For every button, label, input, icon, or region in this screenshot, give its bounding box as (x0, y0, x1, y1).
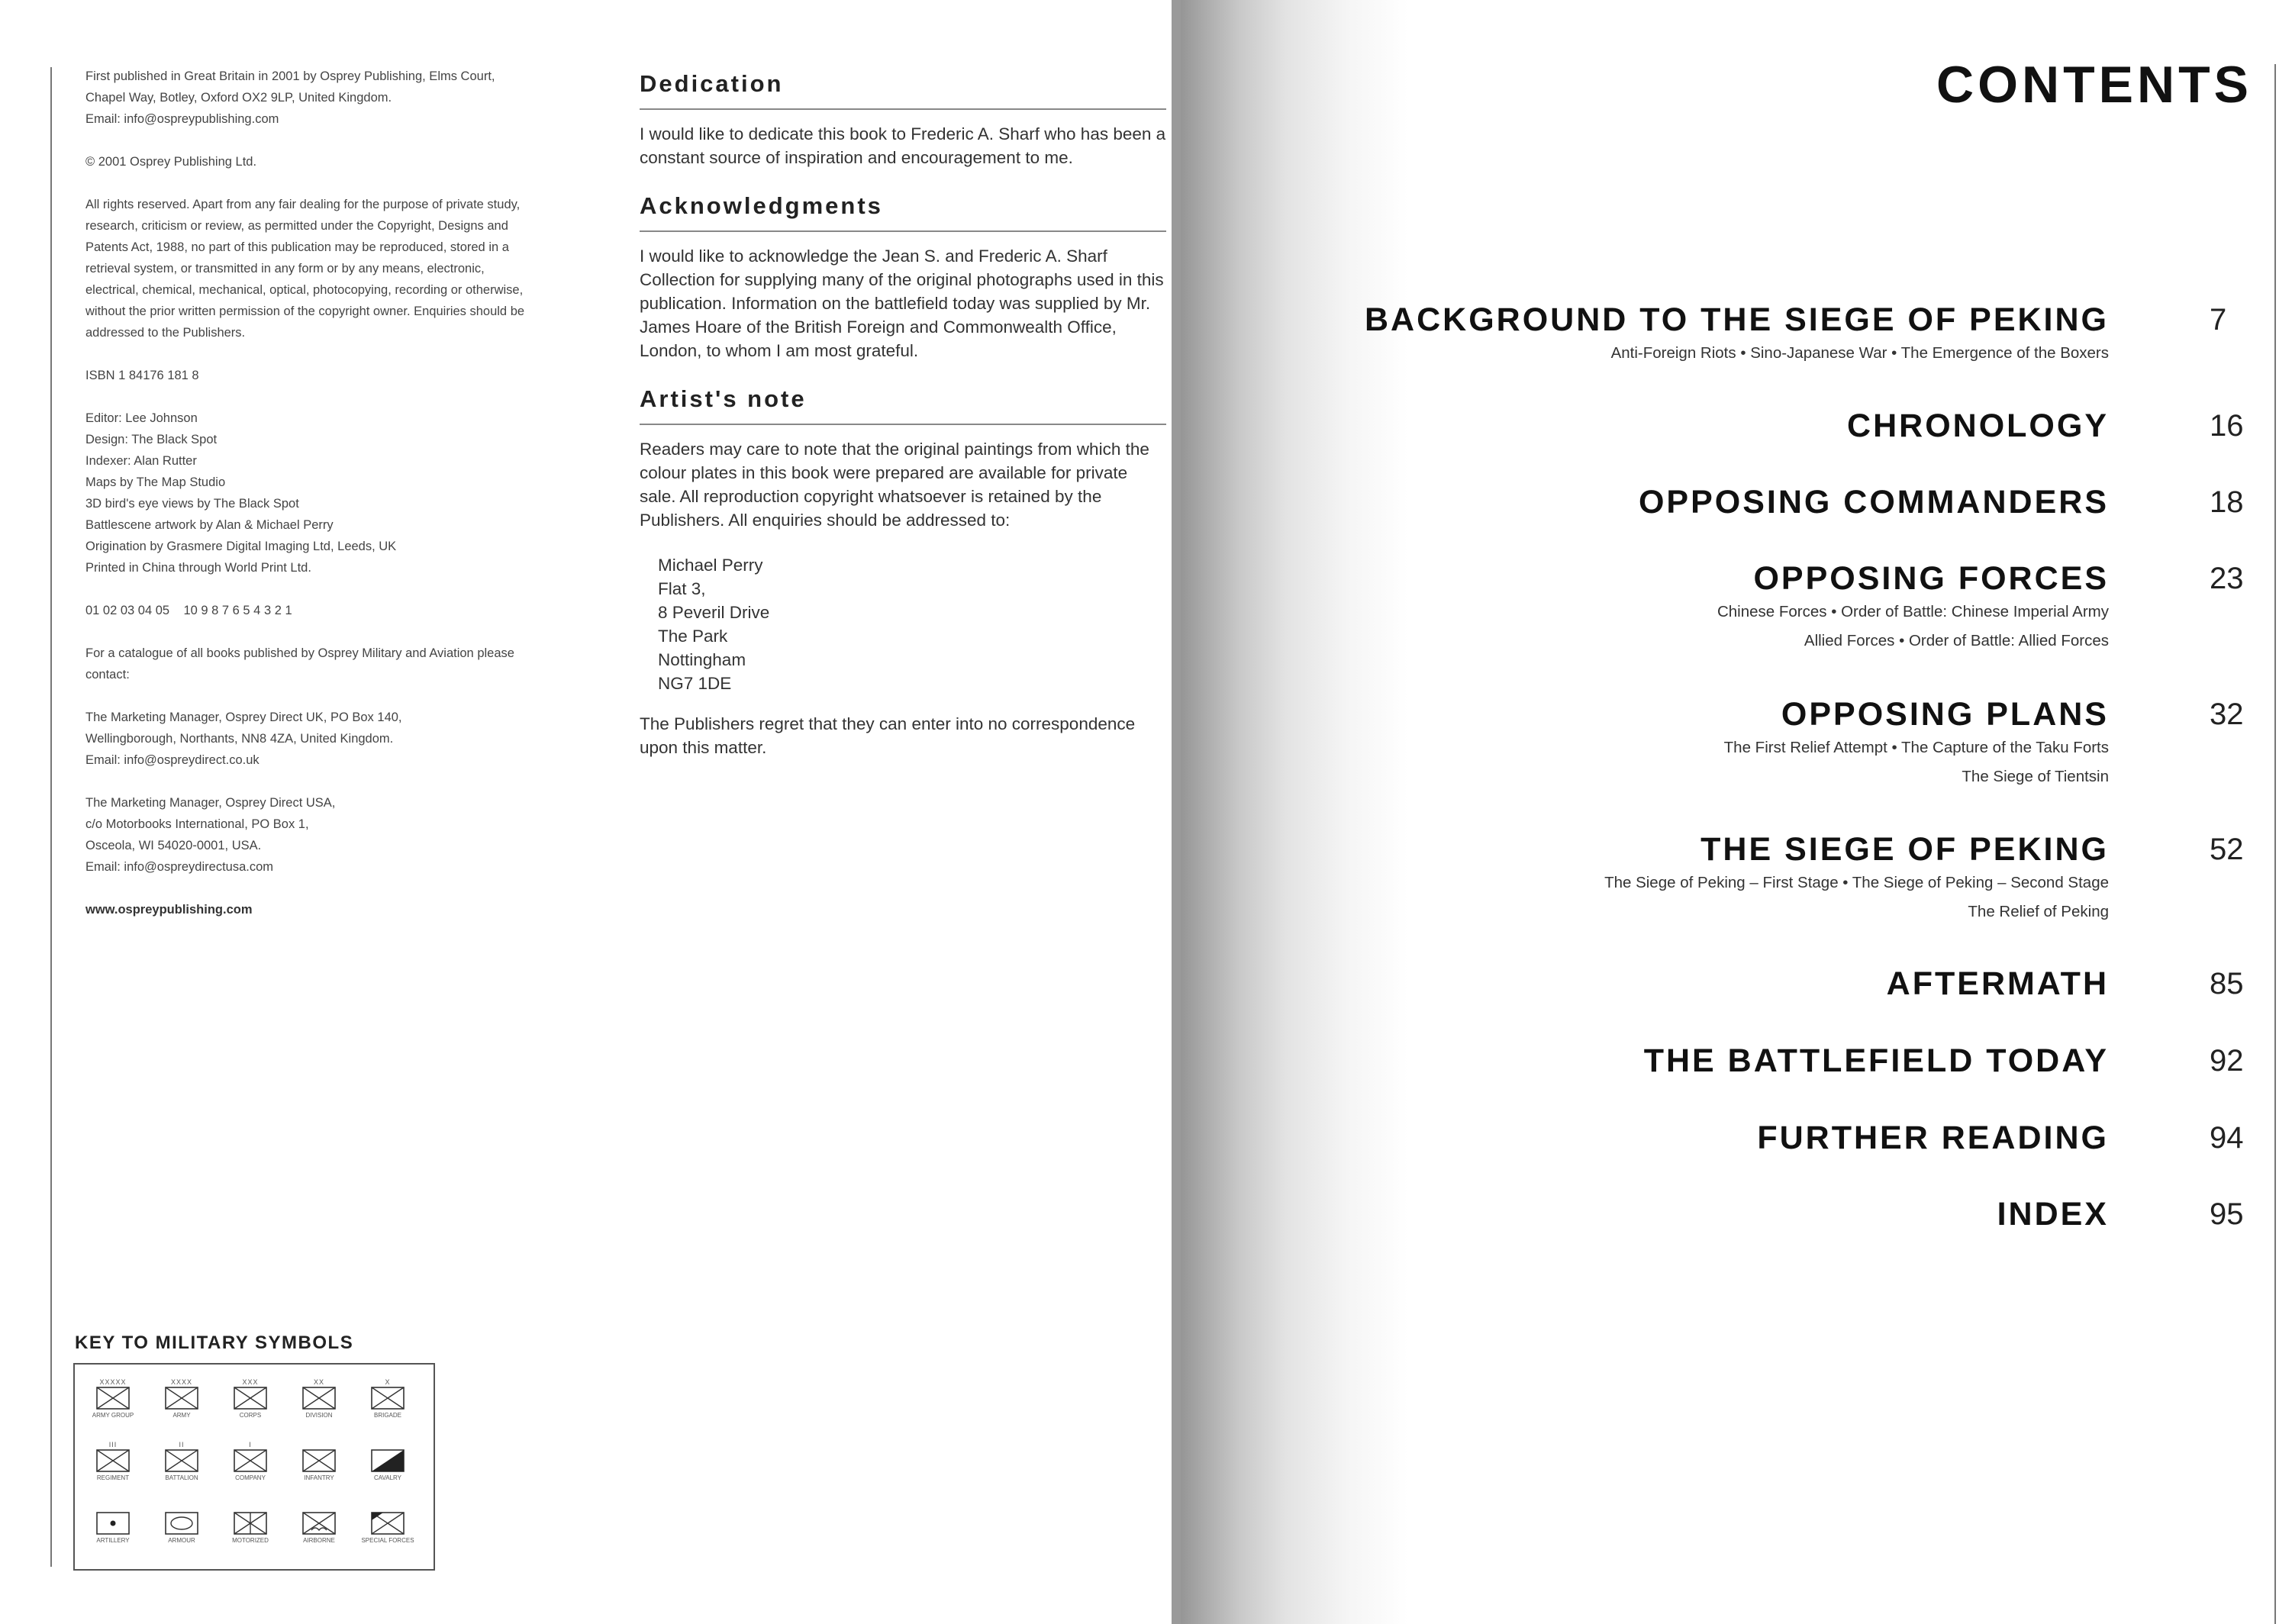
address-line: The Park (658, 627, 728, 646)
toc-entry-title: OPPOSING FORCES (1753, 560, 2109, 597)
dedication-text: I would like to dedicate this book to Frederic A. Sharf who has been a constant source of inspiration and encouragement to me. (640, 124, 1166, 167)
toc-page-number: 32 (2210, 698, 2244, 731)
echelon-mark: XXXXX (99, 1378, 127, 1386)
military-symbol-motorized (220, 1503, 281, 1545)
credit-line: Editor: Lee Johnson (85, 411, 198, 425)
cross-symbol-icon (96, 1387, 130, 1410)
echelon-mark: II (179, 1441, 185, 1448)
symbol-label: ARMY (172, 1412, 191, 1419)
toc-entry-title: FURTHER READING (1757, 1120, 2109, 1156)
echelon-mark (289, 1503, 350, 1512)
toc-entry[interactable] (1887, 965, 2109, 1003)
cross-symbol-icon (165, 1387, 198, 1410)
cross-symbol-icon (234, 1449, 267, 1472)
address-line: NG7 1DE (658, 674, 732, 693)
toc-entry-subtitle: The Relief of Peking (1968, 903, 2109, 920)
toc-entry[interactable] (1847, 408, 2109, 445)
toc-entry-subtitle: Chinese Forces • Order of Battle: Chinese Imperial Army (1717, 603, 2109, 620)
cross-symbol-icon (234, 1387, 267, 1410)
divider (640, 424, 1166, 425)
page-fold-shadow (1172, 0, 1181, 1624)
credit-line: 3D bird's eye views by The Black Spot (85, 497, 299, 511)
toc-entry-title: INDEX (1997, 1196, 2109, 1232)
toc-entry[interactable] (1644, 1042, 2109, 1080)
address-line: Michael Perry (658, 556, 763, 575)
armour-symbol-icon (165, 1512, 198, 1535)
symbol-label: ARTILLERY (96, 1537, 130, 1544)
usa-address-line: c/o Motorbooks International, PO Box 1, (85, 817, 309, 831)
echelon-mark: XXX (242, 1378, 259, 1386)
military-symbol-artillery (82, 1503, 143, 1545)
toc-page-number: 7 (2210, 303, 2227, 337)
military-symbol-division (289, 1378, 350, 1419)
uk-address-line: The Marketing Manager, Osprey Direct UK, PO Box 140, (85, 710, 402, 724)
rights-line: All rights reserved. Apart from any fair dealing for the purpose of private study, (85, 198, 521, 211)
military-symbol-infantry (289, 1441, 350, 1482)
echelon-mark (289, 1441, 350, 1449)
credit-line: Origination by Grasmere Digital Imaging Ltd, Leeds, UK (85, 540, 397, 553)
toc-page-number: 94 (2210, 1121, 2244, 1155)
printing-line: 01 02 03 04 05 10 9 8 7 6 5 4 3 2 1 (85, 604, 292, 617)
credit-line: Battlescene artwork by Alan & Michael Perry (85, 518, 334, 532)
echelon-mark: X (385, 1378, 391, 1386)
catalogue-line: contact: (85, 668, 130, 682)
notes-column (640, 70, 1166, 759)
symbol-label: SPECIAL FORCES (361, 1537, 414, 1544)
toc-entry-title: OPPOSING COMMANDERS (1638, 484, 2109, 520)
cross-symbol-icon (96, 1449, 130, 1472)
echelon-mark: XXXX (170, 1378, 192, 1386)
artillery-symbol-icon (96, 1512, 130, 1535)
special-symbol-icon (371, 1512, 405, 1535)
rights-line: addressed to the Publishers. (85, 326, 246, 340)
motorized-symbol-icon (234, 1512, 267, 1535)
military-symbol-airborne (289, 1503, 350, 1545)
rights-line: retrieval system, or transmitted in any form or by any means, electronic, (85, 262, 485, 276)
toc-entry[interactable] (1997, 1196, 2109, 1233)
publishers-closing: The Publishers regret that they can enter into no correspondence upon this matter. (640, 714, 1136, 757)
cross-symbol-icon (165, 1449, 198, 1472)
toc-entry-title: AFTERMATH (1886, 965, 2109, 1002)
toc-page-number: 95 (2210, 1197, 2244, 1231)
acknowledgments-text: I would like to acknowledge the Jean S. and Frederic A. Sharf Collection for supplying many of the original photographs used in this publication. Information on the battlefield today was supplied by Mr. James Hoare of the British Foreign and Commonwealth Office, London, to whom I am most grateful. (640, 246, 1164, 360)
address-line: 8 Peveril Drive (658, 603, 770, 622)
toc-entry-title: THE BATTLEFIELD TODAY (1643, 1042, 2109, 1079)
toc-page-number: 52 (2210, 833, 2244, 866)
symbol-label: BATTALION (165, 1474, 198, 1481)
symbol-label: INFANTRY (304, 1474, 334, 1481)
rights-line: electrical, chemical, mechanical, optical, photocopying, recording or otherwise, (85, 283, 524, 297)
symbol-label: REGIMENT (96, 1474, 130, 1481)
military-symbols-key (73, 1363, 435, 1571)
artists-note-text: Readers may care to note that the original paintings from which the colour plates in this book were prepared are available for private sale. All reproduction copyright whatsoever is retained by the Publishers. All enquiries should be addressed to: (640, 440, 1149, 530)
military-symbol-brigade (357, 1378, 418, 1419)
acknowledgments-heading: Acknowledgments (640, 192, 883, 219)
toc-entry-subtitle: Allied Forces • Order of Battle: Allied Forces (1804, 632, 2109, 649)
toc-entry[interactable] (1365, 301, 2109, 368)
credit-line: Printed in China through World Print Ltd. (85, 561, 311, 575)
toc-entry-subtitle: The Siege of Peking – First Stage • The Siege of Peking – Second Stage (1604, 874, 2109, 891)
military-symbol-army (151, 1378, 212, 1419)
imprint-email: Email: info@ospreypublishing.com (85, 112, 279, 126)
cross-symbol-icon (302, 1449, 336, 1472)
imprint-line: First published in Great Britain in 2001 by Osprey Publishing, Elms Court, (85, 69, 495, 83)
cavalry-symbol-icon (371, 1449, 405, 1472)
imprint-line: Chapel Way, Botley, Oxford OX2 9LP, United Kingdom. (85, 91, 392, 105)
usa-address-line: The Marketing Manager, Osprey Direct USA, (85, 796, 336, 810)
military-symbol-army-group (82, 1378, 143, 1419)
imprint-block (85, 66, 620, 920)
rights-line: without the prior written permission of the copyright owner. Enquiries should be (85, 304, 525, 318)
address-line: Flat 3, (658, 579, 706, 598)
address-line: Nottingham (658, 650, 746, 669)
echelon-mark: XX (313, 1378, 324, 1386)
military-symbol-corps (220, 1378, 281, 1419)
toc-entry[interactable] (1639, 484, 2109, 521)
toc-entry[interactable] (1717, 560, 2109, 656)
divider (640, 230, 1166, 232)
cross-symbol-icon (302, 1387, 336, 1410)
artist-address (658, 553, 1166, 695)
symbol-label: MOTORIZED (232, 1537, 269, 1544)
military-key-title: KEY TO MILITARY SYMBOLS (75, 1332, 354, 1353)
website-link[interactable]: www.ospreypublishing.com (85, 903, 253, 917)
symbol-label: BRIGADE (373, 1412, 401, 1419)
rights-line: research, criticism or review, as permitted under the Copyright, Designs and (85, 219, 508, 233)
credit-line: Indexer: Alan Rutter (85, 454, 197, 468)
isbn: ISBN 1 84176 181 8 (85, 369, 199, 382)
artists-note-heading: Artist's note (640, 385, 807, 412)
dedication-heading: Dedication (640, 70, 784, 97)
catalogue-line: For a catalogue of all books published by Osprey Military and Aviation please (85, 646, 514, 660)
echelon-mark (220, 1503, 281, 1512)
toc-entry-subtitle: The First Relief Attempt • The Capture of the Taku Forts (1723, 739, 2109, 756)
copyright-line: © 2001 Osprey Publishing Ltd. (85, 155, 257, 169)
toc-entry[interactable] (1604, 831, 2109, 926)
toc-page-number: 18 (2210, 485, 2244, 519)
symbol-label: ARMOUR (168, 1537, 195, 1544)
military-symbol-armour (151, 1503, 212, 1545)
symbol-label: COMPANY (235, 1474, 266, 1481)
toc-page-number: 85 (2210, 967, 2244, 1000)
toc-entry-title: BACKGROUND TO THE SIEGE OF PEKING (1365, 301, 2109, 338)
symbol-label: CORPS (239, 1412, 262, 1419)
contents-heading: CONTENTS (1936, 56, 2252, 114)
toc-entry-title: THE SIEGE OF PEKING (1700, 831, 2109, 868)
divider (640, 108, 1166, 110)
symbol-label: DIVISION (305, 1412, 333, 1419)
symbol-label: AIRBORNE (303, 1537, 335, 1544)
echelon-mark: III (108, 1441, 118, 1448)
page-edge-line (50, 67, 52, 1567)
rights-line: Patents Act, 1988, no part of this publication may be reproduced, stored in a (85, 240, 509, 254)
toc-entry[interactable] (1757, 1120, 2109, 1157)
toc-entry-title: OPPOSING PLANS (1781, 696, 2109, 733)
right-page (1408, 0, 2292, 1624)
military-symbol-company (220, 1441, 281, 1482)
book-gutter (1172, 0, 1408, 1624)
toc-page-number: 23 (2210, 562, 2244, 595)
toc-page-number: 92 (2210, 1044, 2244, 1078)
airborne-symbol-icon (302, 1512, 336, 1535)
toc-entry-subtitle: The Siege of Tientsin (1962, 768, 2109, 785)
usa-address-line: Osceola, WI 54020-0001, USA. (85, 839, 262, 852)
toc-entry[interactable] (1724, 696, 2109, 791)
toc-entry-subtitle: Anti-Foreign Riots • Sino-Japanese War • The Emergence of the Boxers (1610, 344, 2109, 362)
military-symbol-cavalry (357, 1441, 418, 1482)
military-symbol-regiment (82, 1441, 143, 1482)
usa-address-line: Email: info@ospreydirectusa.com (85, 860, 274, 874)
symbol-label: CAVALRY (373, 1474, 401, 1481)
echelon-mark (151, 1503, 212, 1512)
toc-page-number: 16 (2210, 409, 2244, 443)
echelon-mark (357, 1503, 418, 1512)
credit-line: Design: The Black Spot (85, 433, 218, 446)
echelon-mark (357, 1441, 418, 1449)
echelon-mark: I (249, 1441, 252, 1448)
uk-address-line: Wellingborough, Northants, NN8 4ZA, United Kingdom. (85, 732, 394, 746)
military-symbol-battalion (151, 1441, 212, 1482)
symbol-label: ARMY GROUP (92, 1412, 134, 1419)
toc-entry-title: CHRONOLOGY (1847, 408, 2109, 444)
credit-line: Maps by The Map Studio (85, 475, 226, 489)
echelon-mark (82, 1503, 143, 1512)
uk-address-line: Email: info@ospreydirect.co.uk (85, 753, 260, 767)
military-symbol-special-forces (357, 1503, 418, 1545)
cross-symbol-icon (371, 1387, 405, 1410)
page-edge-line (2274, 64, 2276, 1624)
